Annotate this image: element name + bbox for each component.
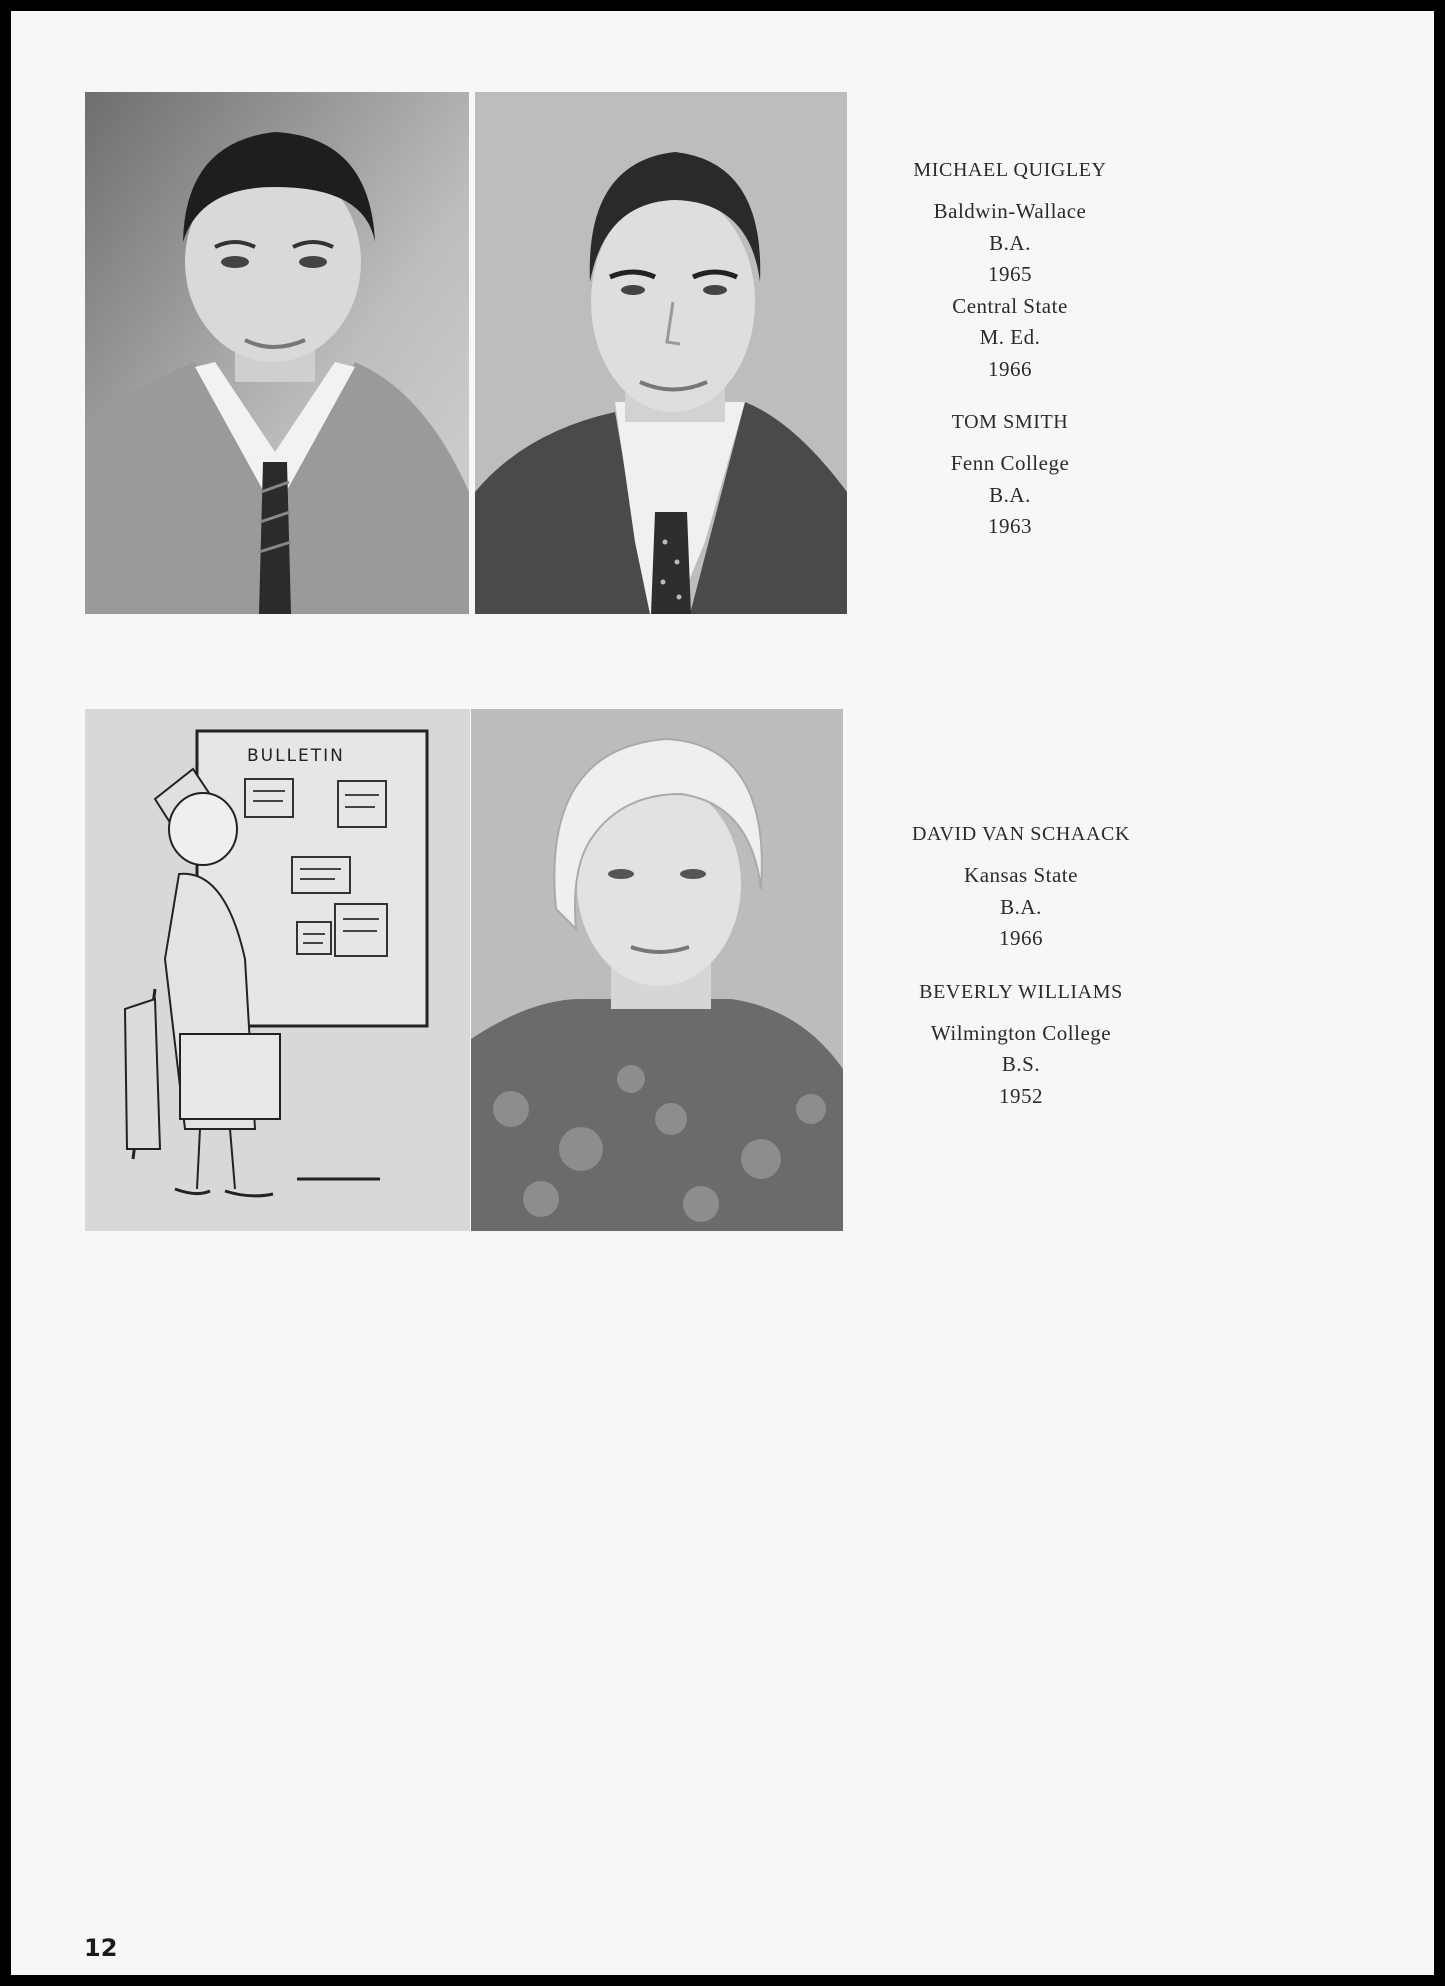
faculty-name: DAVID VAN SCHAACK	[911, 823, 1131, 845]
faculty-name: TOM SMITH	[951, 411, 1069, 433]
faculty-info-top	[871, 159, 1149, 543]
faculty-detail: 1963	[988, 514, 1032, 538]
cartoon-bulletin-board	[85, 709, 470, 1231]
faculty-info-bottom	[871, 823, 1171, 1112]
photo-beverly-williams	[471, 709, 843, 1231]
faculty-detail: M. Ed.	[979, 325, 1041, 349]
faculty-detail: Fenn College	[950, 451, 1070, 475]
faculty-detail: B.S.	[1001, 1052, 1041, 1076]
faculty-detail: B.A.	[989, 482, 1031, 507]
faculty-detail: Central State	[952, 293, 1068, 318]
faculty-detail: 1966	[988, 356, 1032, 381]
page-number: 12	[84, 1934, 118, 1962]
faculty-name: BEVERLY WILLIAMS	[919, 980, 1123, 1003]
faculty-detail: 1952	[999, 1083, 1043, 1108]
faculty-detail: B.A.	[989, 230, 1031, 255]
faculty-name: MICHAEL QUIGLEY	[913, 159, 1107, 181]
bulletin-sign: BULLETIN	[247, 746, 345, 766]
faculty-detail: Wilmington College	[930, 1020, 1112, 1045]
faculty-detail: 1965	[988, 262, 1032, 286]
photo-michael-quigley	[85, 92, 469, 614]
faculty-detail: B.A.	[1000, 894, 1042, 919]
faculty-detail: Baldwin-Wallace	[933, 199, 1087, 223]
photo-tom-smith	[475, 92, 847, 614]
faculty-detail: 1966	[999, 926, 1043, 950]
yearbook-page	[11, 11, 1434, 1975]
faculty-detail: Kansas State	[964, 863, 1078, 887]
